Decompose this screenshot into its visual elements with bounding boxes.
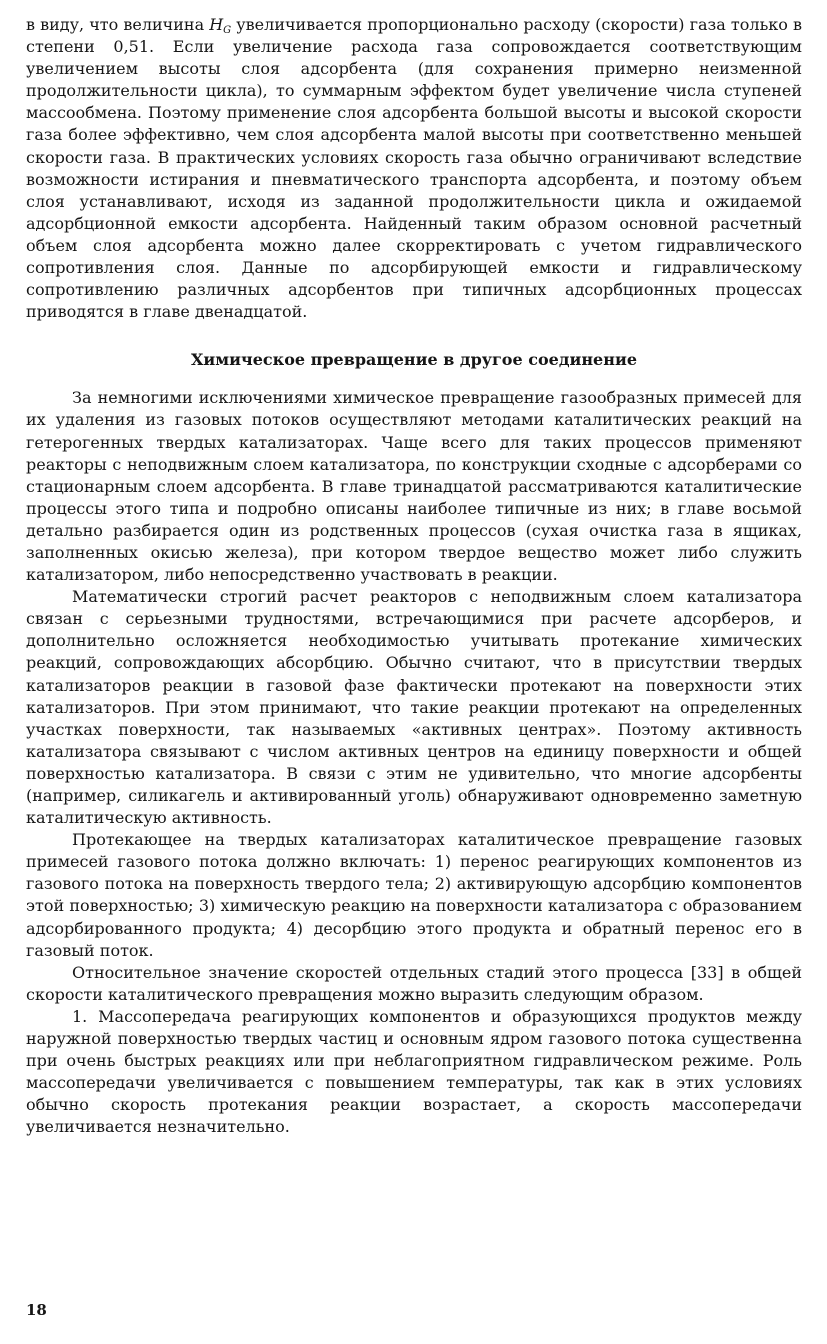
intro-paragraph xyxy=(26,14,802,323)
paragraph-5: 1. Массопередача реагирующих компонентов и образующихся продуктов между наружной поверхностью твердых частиц и основным ядром газового потока существенна при очень быстрых реакциях или при неблагоприятном гидравлическом режиме. Роль массопередачи увеличивается с повышением температуры, так как в этих условиях обычно скорость протекания реакции возрастает, а скорость массопередачи увеличивается незначительно. xyxy=(26,1006,802,1137)
page-number: 18 xyxy=(26,1301,47,1319)
section-title: Химическое превращение в другое соединение xyxy=(190,350,637,370)
paragraph-3: Протекающее на твердых катализаторах каталитическое превращение газовых примесей газового потока должно включать: 1) перенос реагирующих компонентов из газового потока на поверхность твердого тела; 2) активирующую адсорбцию компонентов этой поверхностью; 3) химическую реакцию на поверхности катализатора с образованием адсорбированного продукта; 4) десорбцию этого продукта и обратный перенос его в газовый поток. xyxy=(26,830,802,960)
paragraph-2: Математически строгий расчет реакторов с неподвижным слоем катализатора связан с серьезными трудностями, встречающимися при расчете адсорберов, и дополнительно осложняется необходимостью учитывать протекание химических реакций, сопровождающих абсорбцию. Обычно считают, что в присутствии твердых катализаторов реакции в газовой фазе фактически протекают на поверхности этих катализаторов. При этом принимают, что такие реакции протекают на определенных участках поверхности, так называемых «активных центрах». Поэтому активность катализатора связывают с числом активных центров на единицу поверхности и общей поверхностью катализатора. В связи с этим не удивительно, что многие адсорбенты (например, силикагель и активированный уголь) обнаруживают одновременно заметную каталитическую активность. xyxy=(26,587,802,828)
symbol-letter: H xyxy=(209,15,224,34)
symbol-subscript: G xyxy=(223,25,232,36)
document-page xyxy=(26,14,802,1139)
intro-text-after: увеличивается пропорционально расходу (скорости) газа только в степени 0,51. Если увеличение расхода газа сопровождается соответствующим увеличением высоты слоя адсорбента (для сохранения примерно неизменной продолжительности цикла), то суммарным эффектом будет увеличение числа ступеней массообмена. Поэтому применение слоя адсорбента большой высоты и высокой скорости газа более эффективно, чем слоя адсорбента малой высоты при соответственно меньшей скорости газа. В практических условиях скорость газа обычно ограничивают вследствие возможности истирания и пневматического транспорта адсорбента, и поэтому объем слоя устанавливают, исходя из заданной продолжительности цикла и ожидаемой адсорбционной емкости адсорбента. Найденный таким образом основной расчетный объем слоя адсорбента можно далее скорректировать с учетом гидравлического сопротивления слоя. Данные по адсорбирующей емкости и гидравлическому сопротивлению различных адсорбентов при типичных адсорбционных процессах приводятся в главе двенадцатой. xyxy=(26,15,803,322)
paragraph-1: За немногими исключениями химическое превращение газообразных примесей для их удаления из газовых потоков осуществляют методами каталитических реакций на гетерогенных твердых катализаторах. Чаще всего для таких процессов применяют реакторы с неподвижным слоем катализатора, по конструкции сходные с адсорберами со стационарным слоем адсорбента. В главе тринадцатой рассматриваются каталитические процессы этого типа и подробно описаны наиболее типичные из них; в главе восьмой детально разбирается один из родственных процессов (сухая очистка газа в ящиках, заполненных окисью железа), при котором твердое вещество может либо служить катализатором, либо непосредственно участвовать в реакции. xyxy=(26,388,802,585)
symbol-hg xyxy=(209,15,231,34)
paragraph-4: Относительное значение скоростей отдельных стадий этого процесса [33] в общей скорости каталитического превращения можно выразить следующим образом. xyxy=(26,962,802,1004)
intro-text-before: в виду, что величина xyxy=(26,15,210,34)
